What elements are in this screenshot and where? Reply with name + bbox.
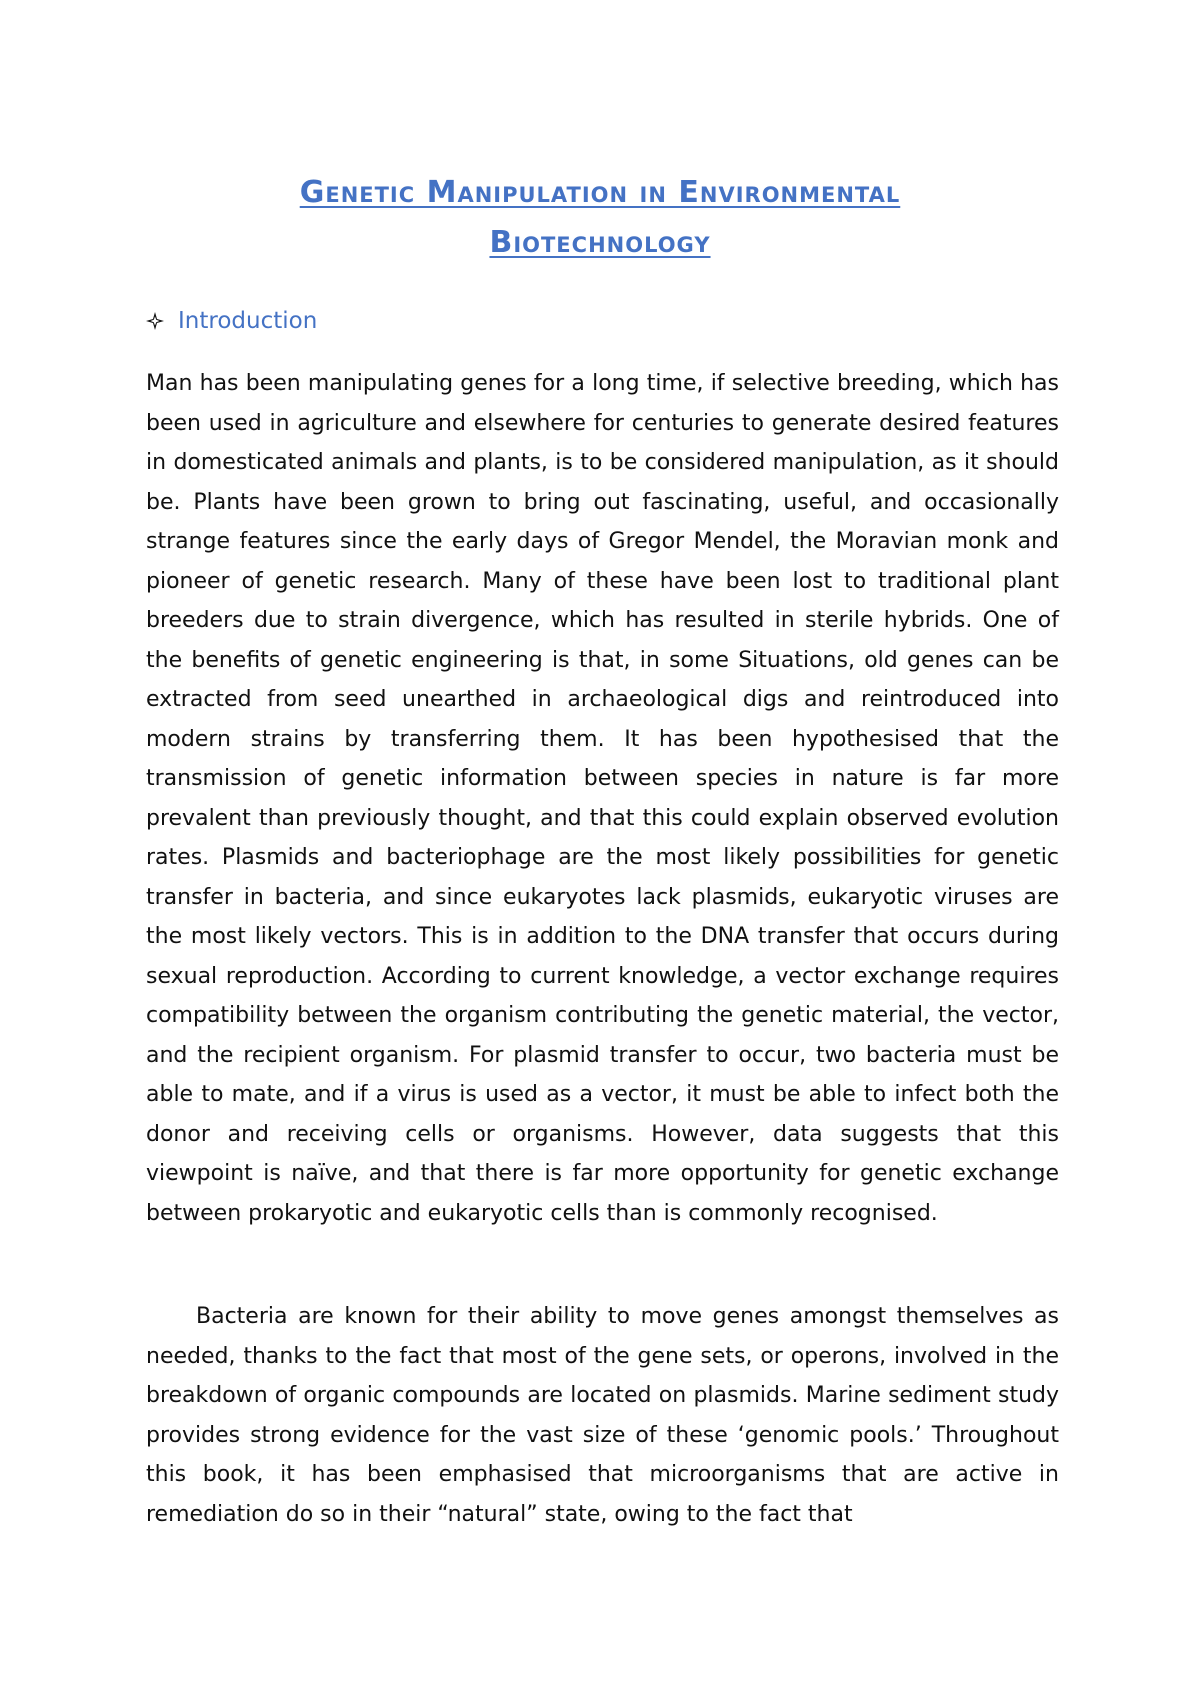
paragraph-1: Man has been manipulating genes for a long time, if selective breeding, which has been used in agriculture and elsewhere for centuries to generate desired features in domesticated animals and plants, is to be considered manipulation, as it should be. Plants have been grown to bring out fascinating, useful, and occasionally strange features since the early days of Gregor Mendel, the Moravian monk and pioneer of genetic research. Many of these have been lost to traditional plant breeders due to strain divergence, which has resulted in sterile hybrids. One of the benefits of genetic engineering is that, in some Situations, old genes can be extracted from seed unearthed in archaeological digs and reintroduced into modern strains by transferring them. It has been hypothesised that the transmission of genetic information between species in nature is far more prevalent than previously thought, and that this could explain observed evolution rates. Plasmids and bacteriophage are the most likely possibilities for genetic transfer in bacteria, and since eukaryotes lack plasmids, eukaryotic viruses are the most likely vectors. This is in addition to the DNA transfer that occurs during sexual reproduction. According to current knowledge, a vector exchange requires compatibility between the organism contributing the genetic material, the vector, and the recipient organism. For plasmid transfer to occur, two bacteria must be able to mate, and if a virus is used as a vector, it must be able to infect both the donor and receiving cells or organisms. However, data suggests that this viewpoint is naïve, and that there is far more opportunity for genetic exchange between prokaryotic and eukaryotic cells than is commonly recognised.: [146, 371, 1059, 1226]
section-heading-introduction: [146, 308, 317, 334]
diamond-bullet-icon: [146, 312, 164, 330]
paragraph-2: Bacteria are known for their ability to move genes amongst themselves as needed, thanks to the fact that most of the gene sets, or operons, involved in the breakdown of organic compounds are located on plasmids. Marine sediment study provides strong evidence for the vast size of these ‘genomic pools.’ Throughout this book, it has been emphasised that microorganisms that are active in remediation do so in their “natural” state, owing to the fact that: [146, 1304, 1059, 1527]
document-title: [130, 168, 1070, 268]
title-line-2: Biotechnology: [489, 225, 711, 260]
section-heading-label: Introduction: [178, 308, 318, 334]
title-line-1: Genetic Manipulation in Environmental: [299, 175, 901, 210]
